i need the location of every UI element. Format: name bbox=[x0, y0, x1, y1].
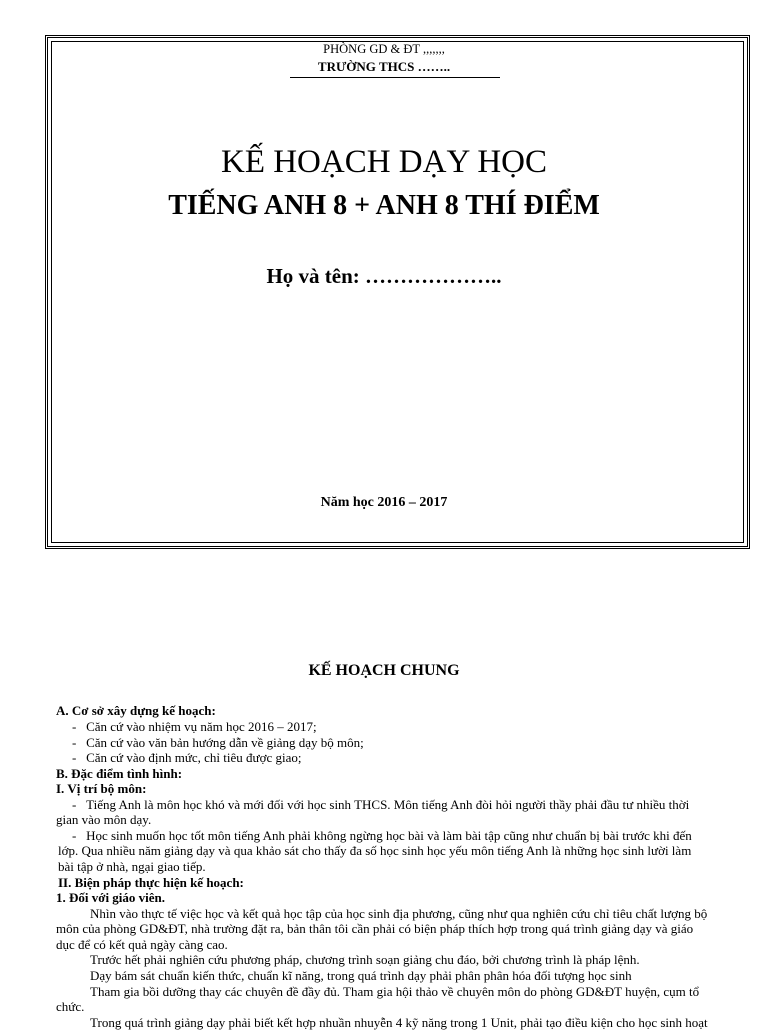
paragraph-line: Trong quá trình giảng dạy phải biết kết hợp nhuần nhuyễn 4 kỹ năng trong 1 Unit, phải tạo điều kiện cho học sinh hoạt bbox=[90, 1015, 708, 1030]
plan-heading: KẾ HOẠCH CHUNG bbox=[308, 662, 460, 679]
name-field-line: Họ và tên: ……………….. bbox=[266, 264, 502, 288]
paragraph-line: Nhìn vào thực tế việc học và kết quả học tập của học sinh địa phương, cũng như qua nghiên cứu chỉ tiêu chất lượng bộ bbox=[90, 906, 708, 921]
paragraph-line: Trước hết phải nghiên cứu phương pháp, chương trình soạn giảng chu đáo, bởi chương trình là pháp lệnh. bbox=[90, 952, 640, 967]
cover-frame bbox=[45, 35, 750, 549]
school-underline-divider bbox=[290, 77, 500, 78]
department-label: PHÒNG GD & ĐT ,,,,,,, bbox=[323, 42, 445, 56]
paragraph-line: Tham gia bồi dưỡng thay các chuyên đề đầy đủ. Tham gia hội thảo về chuyên môn do phòng GD&ĐT huyện, cụm tổ bbox=[90, 984, 700, 999]
dash-bullet: - bbox=[72, 797, 87, 812]
paragraph-text: Học sinh muốn học tốt môn tiếng Anh phải không ngừng học bài và làm bài tập cũng như chuẩn bị bài trước khi đến bbox=[86, 828, 692, 843]
document-subtitle: TIẾNG ANH 8 + ANH 8 THÍ ĐIỂM bbox=[168, 190, 600, 221]
paragraph-text: Tiếng Anh là môn học khó và mới đối với học sinh THCS. Môn tiếng Anh đòi hỏi người thầy phải đầu tư nhiều thời bbox=[86, 797, 690, 812]
dash-bullet: - bbox=[72, 719, 87, 734]
cover-frame-inner-border bbox=[51, 41, 744, 543]
paragraph-line: lớp. Qua nhiều năm giảng dạy và qua khảo sát cho thấy đa số học sinh học yếu môn tiếng Anh là những học sinh lười làm bbox=[58, 843, 692, 858]
list-item bbox=[72, 719, 755, 735]
school-label: TRƯỜNG THCS …….. bbox=[317, 59, 451, 74]
section-b2-1-heading: 1. Đối với giáo viên. bbox=[56, 890, 166, 905]
paragraph-line: gian vào môn dạy. bbox=[56, 812, 152, 827]
list-item-text: Căn cứ vào văn bản hướng dẫn về giảng dạy bộ môn; bbox=[86, 735, 364, 750]
list-item bbox=[72, 735, 755, 751]
paragraph-line bbox=[72, 828, 755, 844]
paragraph-line bbox=[72, 797, 755, 813]
paragraph-line: dục để có kết quả ngày càng cao. bbox=[56, 937, 228, 952]
list-item-text: Căn cứ vào định mức, chỉ tiêu được giao; bbox=[86, 750, 302, 765]
paragraph-line: chức. bbox=[56, 999, 85, 1014]
paragraph-line: môn của phòng GD&ĐT, nhà trường đặt ra, bản thân tôi cần phải có biện pháp thích hợp trong quá trình giảng dạy và giáo bbox=[56, 921, 694, 936]
list-item bbox=[72, 750, 755, 766]
document-title: KẾ HOẠCH DẠY HỌC bbox=[220, 144, 548, 180]
school-year-label: Năm học 2016 – 2017 bbox=[320, 495, 448, 510]
section-a-heading: A. Cơ sở xây dựng kế hoạch: bbox=[56, 703, 216, 718]
paragraph-line: Dạy bám sát chuẩn kiến thức, chuẩn kĩ năng, trong quá trình dạy phải phân phân hóa đối tượng học sinh bbox=[90, 968, 632, 983]
section-b2-heading: II. Biện pháp thực hiện kế hoạch: bbox=[58, 875, 244, 890]
section-b-heading: B. Đặc điểm tình hình: bbox=[56, 766, 183, 781]
dash-bullet: - bbox=[72, 828, 87, 843]
list-item-text: Căn cứ vào nhiệm vụ năm học 2016 – 2017; bbox=[86, 719, 317, 734]
section-b1-heading: I. Vị trí bộ môn: bbox=[56, 781, 147, 796]
dash-bullet: - bbox=[72, 750, 87, 765]
paragraph-line: bài tập ở nhà, ngại giao tiếp. bbox=[58, 859, 206, 874]
dash-bullet: - bbox=[72, 735, 87, 750]
